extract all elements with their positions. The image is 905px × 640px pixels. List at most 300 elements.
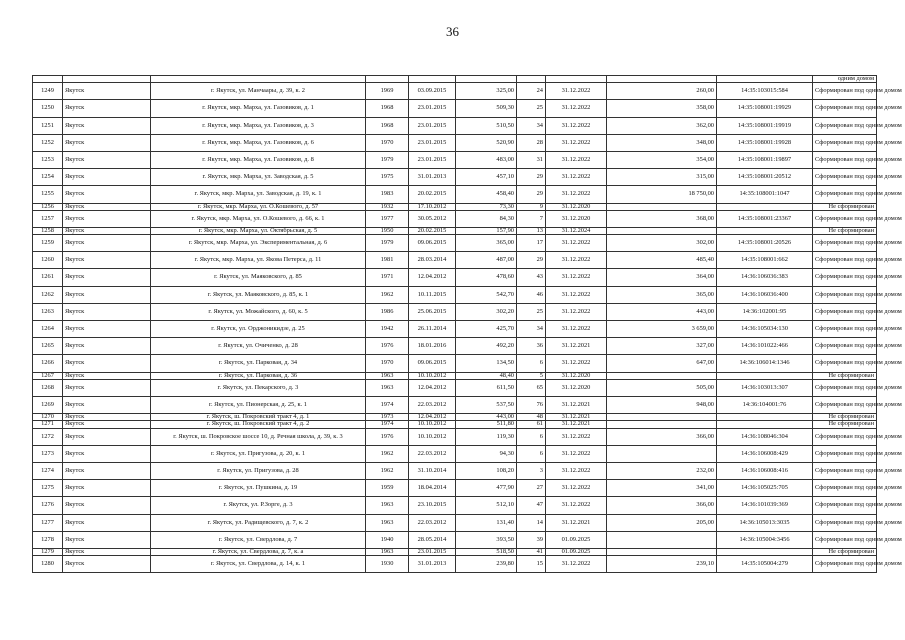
status-cell: Сформирован под одним домом (813, 556, 877, 573)
city-cell: Якутск (63, 462, 151, 479)
count-cell: 17 (517, 235, 546, 252)
deadline-cell: 31.12.2024 (546, 227, 607, 234)
year-cell: 1981 (366, 252, 409, 269)
deadline-cell: 31.12.2022 (546, 462, 607, 479)
deadline-cell: 31.12.2020 (546, 372, 607, 379)
deadline-cell: 31.12.2022 (546, 252, 607, 269)
sum-cell (607, 445, 717, 462)
status-cell: Сформирован под одним домом (813, 397, 877, 414)
table-row (33, 286, 877, 303)
year-cell: 1962 (366, 286, 409, 303)
city-cell: Якутск (63, 117, 151, 134)
table-row (33, 203, 877, 210)
address-cell: г. Якутск, ул. Пионерская, д. 25, к. 1 (151, 397, 366, 414)
row-number: 1251 (33, 117, 63, 134)
city-cell: Якутск (63, 227, 151, 234)
cadastral-cell: 14:35:108001:19929 (717, 100, 813, 117)
deadline-cell: 31.12.2022 (546, 321, 607, 338)
city-cell: Якутск (63, 514, 151, 531)
address-cell: г. Якутск, мкр. Марха, ул. Заводская, д. 5 (151, 169, 366, 186)
row-number: 1279 (33, 548, 63, 555)
address-cell: г. Якутск, мкр. Марха, ул. Экспериментальная, д. 6 (151, 235, 366, 252)
cadastral-cell: 14:35:103015:584 (717, 83, 813, 100)
area-cell: 511,80 (456, 421, 517, 428)
cadastral-cell: 14:36:104001:76 (717, 397, 813, 414)
row-number: 1262 (33, 286, 63, 303)
sum-cell: 368,00 (607, 210, 717, 227)
table-row (33, 186, 877, 203)
count-cell: 34 (517, 117, 546, 134)
sum-cell: 948,00 (607, 397, 717, 414)
area-cell: 509,30 (456, 100, 517, 117)
count-cell: 61 (517, 421, 546, 428)
deadline-cell: 31.12.2020 (546, 203, 607, 210)
sum-cell: 647,00 (607, 355, 717, 372)
address-cell: г. Якутск, ул. Маяковского, д. 85, к. 1 (151, 286, 366, 303)
sum-cell: 443,00 (607, 303, 717, 320)
table-row (33, 235, 877, 252)
status-cell: Сформирован под одним домом (813, 286, 877, 303)
address-cell: г. Якутск, ул. Р.Зорге, д. 3 (151, 497, 366, 514)
city-cell: Якутск (63, 480, 151, 497)
count-cell: 27 (517, 480, 546, 497)
city-cell: Якутск (63, 186, 151, 203)
row-number: 1252 (33, 134, 63, 151)
table-row (33, 169, 877, 186)
date-cell: 28.05.2014 (409, 531, 456, 548)
area-cell: 365,00 (456, 235, 517, 252)
area-cell: 487,00 (456, 252, 517, 269)
year-cell: 1963 (366, 514, 409, 531)
cadastral-cell (717, 548, 813, 555)
table-row (33, 462, 877, 479)
date-cell: 10.10.2012 (409, 372, 456, 379)
count-cell: 9 (517, 203, 546, 210)
city-cell: Якутск (63, 556, 151, 573)
date-cell: 23.01.2015 (409, 117, 456, 134)
cadastral-cell: 14:35:108001:23367 (717, 210, 813, 227)
sum-cell: 260,00 (607, 83, 717, 100)
table-row (33, 252, 877, 269)
city-cell: Якутск (63, 548, 151, 555)
count-cell: 34 (517, 321, 546, 338)
row-number: 1268 (33, 379, 63, 396)
address-cell: г. Якутск, ш. Покровский тракт 4, д. 2 (151, 421, 366, 428)
count-cell: 15 (517, 556, 546, 573)
city-cell: Якутск (63, 203, 151, 210)
area-cell: 108,20 (456, 462, 517, 479)
count-cell: 43 (517, 269, 546, 286)
address-cell: г. Якутск, мкр. Марха, ул. Якова Петерса, д. 11 (151, 252, 366, 269)
year-cell: 1970 (366, 355, 409, 372)
area-cell: 94,30 (456, 445, 517, 462)
status-cell: Сформирован под одним домом (813, 252, 877, 269)
sum-cell: 341,00 (607, 480, 717, 497)
status-cell: Сформирован под одним домом (813, 169, 877, 186)
cadastral-cell: 14:36:101022:466 (717, 338, 813, 355)
area-cell: 302,20 (456, 303, 517, 320)
city-cell: Якутск (63, 83, 151, 100)
status-cell: Сформирован под одним домом (813, 480, 877, 497)
table-row (33, 379, 877, 396)
table-row (33, 514, 877, 531)
cadastral-cell (717, 372, 813, 379)
status-cell: Сформирован под одним домом (813, 210, 877, 227)
cadastral-cell (717, 421, 813, 428)
status-cell: Сформирован под одним домом (813, 462, 877, 479)
row-number: 1250 (33, 100, 63, 117)
table-row (33, 421, 877, 428)
row-number: 1272 (33, 428, 63, 445)
year-cell: 1940 (366, 531, 409, 548)
page-number: 36 (446, 24, 459, 39)
date-cell: 20.02.2015 (409, 186, 456, 203)
deadline-cell: 31.12.2022 (546, 445, 607, 462)
sum-cell: 364,00 (607, 269, 717, 286)
date-cell: 25.06.2015 (409, 303, 456, 320)
count-cell: 5 (517, 372, 546, 379)
sum-cell: 362,00 (607, 117, 717, 134)
deadline-cell: 31.12.2021 (546, 414, 607, 421)
city-cell: Якутск (63, 355, 151, 372)
address-cell: г. Якутск, ул. Манчаары, д. 39, к. 2 (151, 83, 366, 100)
date-cell: 22.03.2012 (409, 397, 456, 414)
year-cell: 1976 (366, 428, 409, 445)
date-cell: 23.10.2015 (409, 497, 456, 514)
sum-cell (607, 372, 717, 379)
row-number: 1267 (33, 372, 63, 379)
date-cell: 10.11.2015 (409, 286, 456, 303)
address-cell: г. Якутск, ул. Орджоникидзе, д. 25 (151, 321, 366, 338)
year-cell: 1974 (366, 397, 409, 414)
sum-cell: 3 659,00 (607, 321, 717, 338)
area-cell: 492,20 (456, 338, 517, 355)
status-cell: Сформирован под одним домом (813, 445, 877, 462)
count-cell: 48 (517, 414, 546, 421)
deadline-cell: 31.12.2022 (546, 83, 607, 100)
year-cell: 1959 (366, 480, 409, 497)
deadline-cell: 31.12.2022 (546, 117, 607, 134)
area-cell: 483,00 (456, 151, 517, 168)
count-cell: 41 (517, 548, 546, 555)
city-cell: Якутск (63, 428, 151, 445)
table-row (33, 227, 877, 234)
deadline-cell: 31.12.2022 (546, 134, 607, 151)
cadastral-cell: 14:36:101039:369 (717, 497, 813, 514)
table-row (33, 556, 877, 573)
cadastral-cell: 14:35:108001:19897 (717, 151, 813, 168)
table-row (33, 428, 877, 445)
sum-cell: 358,00 (607, 100, 717, 117)
address-cell: г. Якутск, ул. Пригузова, д. 20, к. 1 (151, 445, 366, 462)
date-cell: 23.01.2015 (409, 548, 456, 555)
date-cell: 18.04.2014 (409, 480, 456, 497)
address-cell: г. Якутск, ул. Свердлова, д. 7, к. а (151, 548, 366, 555)
year-cell: 1969 (366, 83, 409, 100)
area-cell: 157,90 (456, 227, 517, 234)
status-cell: Сформирован под одним домом (813, 83, 877, 100)
area-cell: 425,70 (456, 321, 517, 338)
status-cell: Сформирован под одним домом (813, 151, 877, 168)
sum-cell (607, 531, 717, 548)
city-cell: Якутск (63, 372, 151, 379)
cadastral-cell (717, 414, 813, 421)
sum-cell: 348,00 (607, 134, 717, 151)
address-cell: г. Якутск, ул. Пушкина, д. 19 (151, 480, 366, 497)
table-row (33, 480, 877, 497)
address-cell: г. Якутск, мкр. Марха, ул. Газовиков, д. 3 (151, 117, 366, 134)
year-cell: 1930 (366, 556, 409, 573)
deadline-cell: 31.12.2022 (546, 497, 607, 514)
sum-cell: 366,00 (607, 497, 717, 514)
sum-cell: 315,00 (607, 169, 717, 186)
row-number: 1256 (33, 203, 63, 210)
register-table (32, 75, 902, 573)
count-cell: 65 (517, 379, 546, 396)
count-cell: 25 (517, 100, 546, 117)
year-cell: 1973 (366, 414, 409, 421)
sum-cell (607, 548, 717, 555)
city-cell: Якутск (63, 235, 151, 252)
status-cell: Сформирован под одним домом (813, 235, 877, 252)
cadastral-cell: 14:35:108001:19919 (717, 117, 813, 134)
address-cell: г. Якутск, мкр. Марха, ул. Газовиков, д. 6 (151, 134, 366, 151)
table-row (33, 338, 877, 355)
table-row (33, 414, 877, 421)
cadastral-cell: 14:36:105004:3456 (717, 531, 813, 548)
cadastral-cell: 14:36:106036:400 (717, 286, 813, 303)
count-cell: 24 (517, 83, 546, 100)
count-cell: 29 (517, 186, 546, 203)
date-cell: 09.06.2015 (409, 235, 456, 252)
sum-cell: 18 750,00 (607, 186, 717, 203)
cadastral-cell: 14:36:105034:130 (717, 321, 813, 338)
address-cell: г. Якутск, ул. Пекарского, д. 3 (151, 379, 366, 396)
sum-cell: 232,00 (607, 462, 717, 479)
date-cell: 10.10.2012 (409, 421, 456, 428)
register-body (33, 75, 902, 573)
status-cell: Не сформирован (813, 372, 877, 379)
city-cell: Якутск (63, 497, 151, 514)
count-cell: 7 (517, 210, 546, 227)
status-cell: Сформирован под одним домом (813, 379, 877, 396)
year-cell: 1963 (366, 372, 409, 379)
status-cell: Сформирован под одним домом (813, 514, 877, 531)
row-number: 1264 (33, 321, 63, 338)
row-number: 1273 (33, 445, 63, 462)
status-cell: Сформирован под одним домом (813, 100, 877, 117)
row-number: 1259 (33, 235, 63, 252)
table-row (33, 134, 877, 151)
cadastral-cell: 14:36:103013:307 (717, 379, 813, 396)
address-cell: г. Якутск, ш. Покровский тракт 4, д. 1 (151, 414, 366, 421)
status-cell: Сформирован под одним домом (813, 338, 877, 355)
count-cell: 39 (517, 531, 546, 548)
deadline-cell: 31.12.2022 (546, 169, 607, 186)
date-cell: 12.04.2012 (409, 379, 456, 396)
status-cell: Сформирован под одним домом (813, 303, 877, 320)
deadline-cell: 31.12.2020 (546, 379, 607, 396)
city-cell: Якутск (63, 269, 151, 286)
date-cell: 28.03.2014 (409, 252, 456, 269)
address-cell: г. Якутск, ул. Свердлова, д. 14, к. 1 (151, 556, 366, 573)
deadline-cell: 31.12.2022 (546, 556, 607, 573)
area-cell: 119,30 (456, 428, 517, 445)
area-cell: 48,40 (456, 372, 517, 379)
address-cell: г. Якутск, ул. Свердлова, д. 7 (151, 531, 366, 548)
count-cell: 47 (517, 497, 546, 514)
row-number: 1269 (33, 397, 63, 414)
address-cell: г. Якутск, мкр. Марха, ул. О.Кошевого, д. 66, к. 1 (151, 210, 366, 227)
city-cell: Якутск (63, 421, 151, 428)
area-cell: 457,10 (456, 169, 517, 186)
table-row (33, 372, 877, 379)
date-cell: 31.10.2014 (409, 462, 456, 479)
status-cell: Сформирован под одним домом (813, 117, 877, 134)
sum-cell (607, 421, 717, 428)
area-cell: 520,90 (456, 134, 517, 151)
table-row (33, 497, 877, 514)
table-row (33, 531, 877, 548)
city-cell: Якутск (63, 210, 151, 227)
table-row (33, 445, 877, 462)
table-row (33, 355, 877, 372)
count-cell: 6 (517, 355, 546, 372)
year-cell: 1963 (366, 497, 409, 514)
row-number: 1253 (33, 151, 63, 168)
date-cell: 18.01.2016 (409, 338, 456, 355)
year-cell: 1971 (366, 269, 409, 286)
area-cell: 510,50 (456, 117, 517, 134)
address-cell: г. Якутск, мкр. Марха, ул. Газовиков, д. 8 (151, 151, 366, 168)
city-cell: Якутск (63, 303, 151, 320)
row-number: 1263 (33, 303, 63, 320)
row-number: 1274 (33, 462, 63, 479)
date-cell: 12.04.2012 (409, 269, 456, 286)
date-cell: 23.01.2015 (409, 134, 456, 151)
table-row (33, 151, 877, 168)
sum-cell (607, 227, 717, 234)
table-row (33, 303, 877, 320)
count-cell: 31 (517, 151, 546, 168)
address-cell: г. Якутск, ул. Радищевского, д. 7, к. 2 (151, 514, 366, 531)
count-cell: 13 (517, 227, 546, 234)
area-cell: 84,30 (456, 210, 517, 227)
date-cell: 31.01.2013 (409, 556, 456, 573)
deadline-cell: 31.12.2021 (546, 421, 607, 428)
deadline-cell: 31.12.2021 (546, 514, 607, 531)
area-cell: 325,00 (456, 83, 517, 100)
row-number: 1258 (33, 227, 63, 234)
date-cell: 26.11.2014 (409, 321, 456, 338)
cadastral-cell: 14:35:108001:20512 (717, 169, 813, 186)
year-cell: 1979 (366, 235, 409, 252)
status-cell: Сформирован под одним домом (813, 428, 877, 445)
address-cell: г. Якутск, ш. Покровское шоссе 10, д. Речная школа, д. 39, к. 3 (151, 428, 366, 445)
table-row (33, 397, 877, 414)
year-cell: 1963 (366, 548, 409, 555)
city-cell: Якутск (63, 286, 151, 303)
year-cell: 1963 (366, 379, 409, 396)
city-cell: Якутск (63, 134, 151, 151)
count-cell: 36 (517, 338, 546, 355)
status-cell: одним домом (813, 76, 877, 83)
status-cell: Не сформирован (813, 421, 877, 428)
area-cell: 611,50 (456, 379, 517, 396)
date-cell: 23.01.2015 (409, 151, 456, 168)
row-number: 1276 (33, 497, 63, 514)
deadline-cell: 31.12.2021 (546, 397, 607, 414)
city-cell: Якутск (63, 321, 151, 338)
date-cell: 12.04.2012 (409, 414, 456, 421)
area-cell: 443,00 (456, 414, 517, 421)
count-cell: 28 (517, 134, 546, 151)
cadastral-cell: 14:36:108046:304 (717, 428, 813, 445)
date-cell: 03.09.2015 (409, 83, 456, 100)
city-cell: Якутск (63, 445, 151, 462)
city-cell: Якутск (63, 100, 151, 117)
area-cell: 131,40 (456, 514, 517, 531)
deadline-cell: 31.12.2022 (546, 428, 607, 445)
deadline-cell: 31.12.2022 (546, 269, 607, 286)
status-cell: Сформирован под одним домом (813, 531, 877, 548)
area-cell: 458,40 (456, 186, 517, 203)
address-cell: г. Якутск, ул. Парковая, д. 34 (151, 355, 366, 372)
sum-cell: 239,10 (607, 556, 717, 573)
status-cell: Сформирован под одним домом (813, 134, 877, 151)
city-cell: Якутск (63, 397, 151, 414)
year-cell: 1950 (366, 227, 409, 234)
cadastral-cell: 14:35:108001:1047 (717, 186, 813, 203)
city-cell: Якутск (63, 169, 151, 186)
area-cell: 518,50 (456, 548, 517, 555)
area-cell: 393,50 (456, 531, 517, 548)
address-cell: г. Якутск, мкр. Марха, ул. Октябрьская, д. 5 (151, 227, 366, 234)
table-row-continuation (33, 76, 877, 83)
address-cell: г. Якутск, ул. Парковая, д. 36 (151, 372, 366, 379)
year-cell: 1983 (366, 186, 409, 203)
table-row (33, 100, 877, 117)
address-cell: г. Якутск, ул. Маяковского, д. 85 (151, 269, 366, 286)
address-cell: г. Якутск, мкр. Марха, ул. Газовиков, д. 1 (151, 100, 366, 117)
table-row (33, 321, 877, 338)
row-number: 1280 (33, 556, 63, 573)
deadline-cell: 31.12.2021 (546, 338, 607, 355)
row-number: 1265 (33, 338, 63, 355)
status-cell: Не сформирован (813, 414, 877, 421)
row-number: 1278 (33, 531, 63, 548)
count-cell: 14 (517, 514, 546, 531)
year-cell: 1962 (366, 462, 409, 479)
count-cell: 76 (517, 397, 546, 414)
cadastral-cell: 14:36:105013:3035 (717, 514, 813, 531)
sum-cell: 302,00 (607, 235, 717, 252)
year-cell: 1979 (366, 151, 409, 168)
row-number: 1270 (33, 414, 63, 421)
sum-cell: 365,00 (607, 286, 717, 303)
sum-cell: 205,00 (607, 514, 717, 531)
date-cell: 23.01.2015 (409, 100, 456, 117)
year-cell: 1974 (366, 421, 409, 428)
city-cell: Якутск (63, 338, 151, 355)
deadline-cell: 31.12.2022 (546, 186, 607, 203)
row-number: 1249 (33, 83, 63, 100)
address-cell: г. Якутск, мкр. Марха, ул. Заводская, д. 19, к. 1 (151, 186, 366, 203)
row-number: 1275 (33, 480, 63, 497)
date-cell: 17.10.2012 (409, 203, 456, 210)
row-number: 1260 (33, 252, 63, 269)
year-cell: 1970 (366, 134, 409, 151)
